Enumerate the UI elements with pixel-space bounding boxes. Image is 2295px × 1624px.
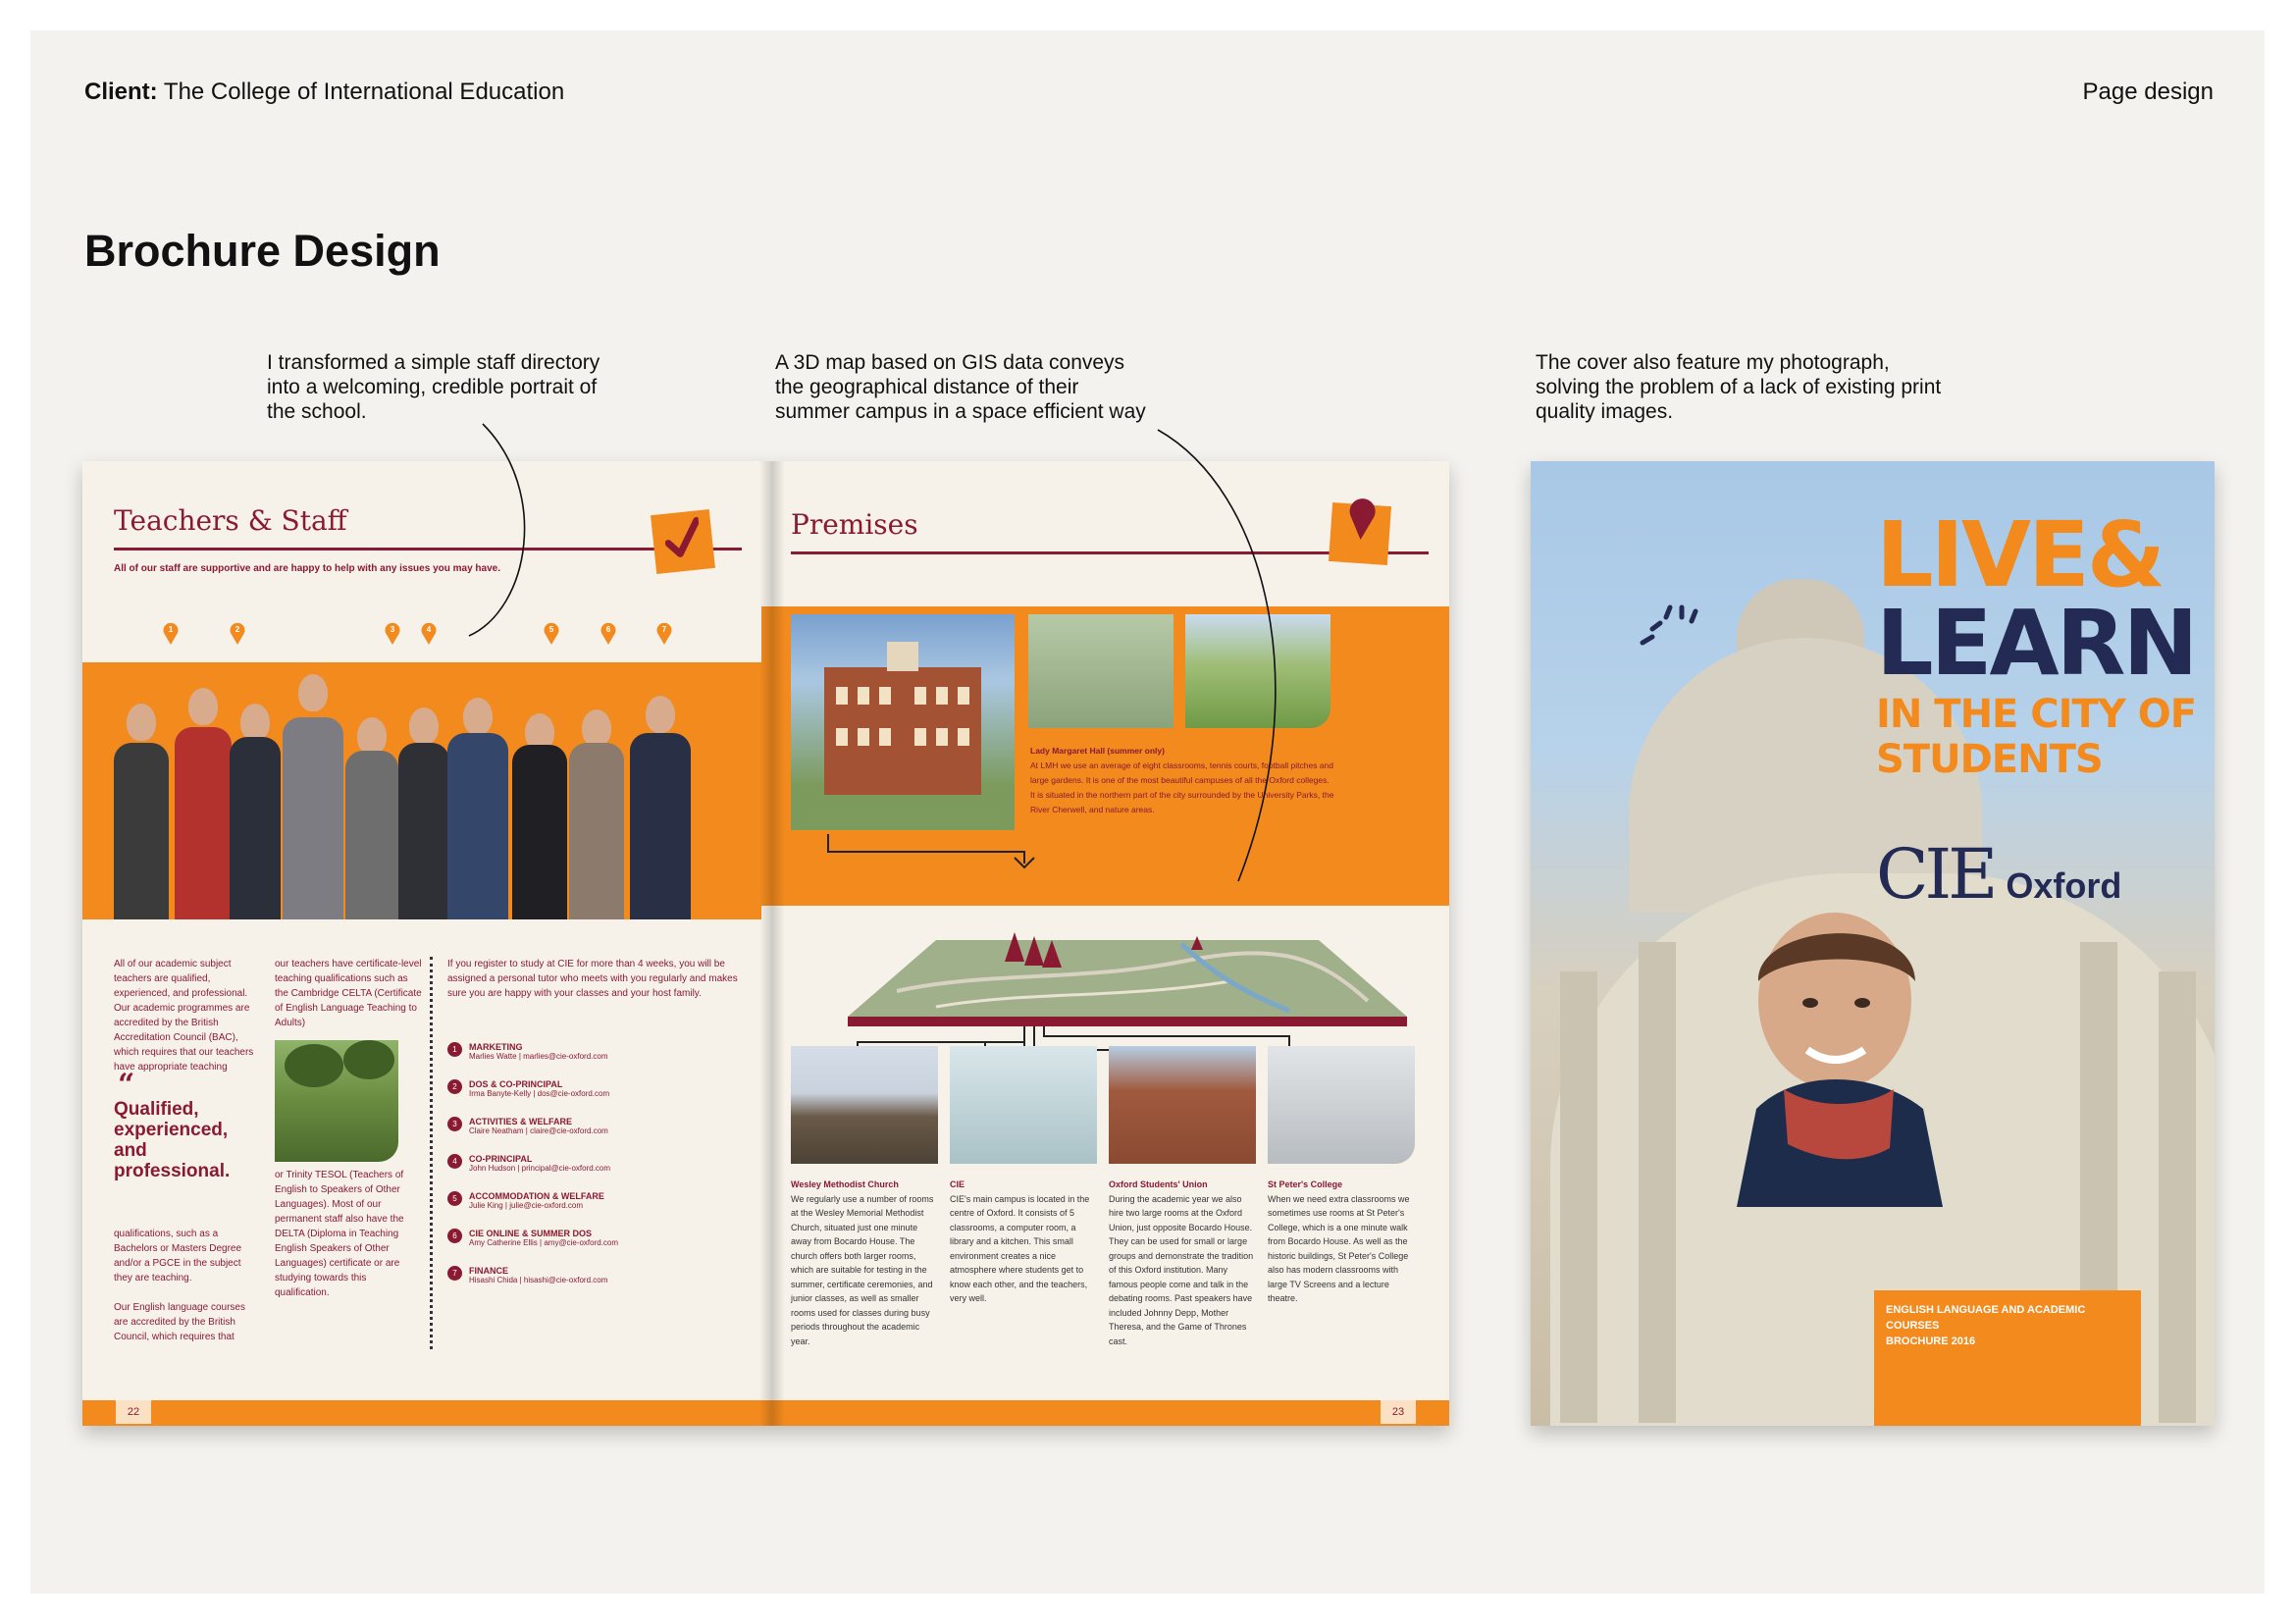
cie-campus-photo (950, 1046, 1097, 1164)
staff-marker: 4 (421, 623, 437, 645)
venue-cie: CIE CIE's main campus is located in the centre of Oxford. It consists of 5 classrooms, a computer room, a library and a kitchen. This small environment creates a nice atmosphere where students get to know each other, and the teachers, very well. (950, 1179, 1090, 1303)
staff-person (445, 680, 510, 919)
staff-marker: 6 (600, 623, 616, 645)
oxford-logo-text: Oxford (2006, 865, 2122, 906)
client-line (84, 79, 564, 106)
premises-section-title: Premises (791, 508, 918, 541)
staff-entry: 1 MARKETING Marlies Watte | marlies@cie-oxford.com (447, 1042, 742, 1079)
park-photo (275, 1040, 398, 1162)
staff-entry: 5 ACCOMMODATION & WELFARE Julie King | julie@cie-oxford.com (447, 1191, 742, 1229)
staff-entry: 2 DOS & CO-PRINCIPAL Irma Banyte-Kelly | dos@cie-oxford.com (447, 1079, 742, 1117)
staff-marker: 2 (230, 623, 245, 645)
annotation-map: A 3D map based on GIS data conveys the geographical distance of their summer campus in a space efficient way (775, 351, 1146, 423)
lmh-title: Lady Margaret Hall (summer only) (1030, 746, 1165, 756)
cover-line-city: IN THE CITY OF (1876, 692, 2197, 737)
oxford-union-photo (1109, 1046, 1256, 1164)
annotation-staff: I transformed a simple staff directory into a welcoming, credible portrait of the school. (267, 351, 600, 423)
st-peters-photo (1268, 1046, 1415, 1164)
staff-person (510, 690, 569, 919)
staff-column-3: If you register to study at CIE for more than 4 weeks, you will be assigned a personal tutor who meets with you regularly and makes sure you are happy with your classes and your host family. (447, 959, 738, 999)
staff-marker: 1 (163, 623, 179, 645)
pin-badge (1329, 502, 1391, 565)
staff-person (628, 680, 693, 919)
lmh-description (1030, 744, 1334, 817)
venue-wesley: Wesley Methodist Church We regularly use a number of rooms at the Wesley Memorial Methodist Church, situated just one minute away from Bocardo House. The church offers both larger rooms, which are suitable for testing in the summer, certificate ceremonies, and junior classes, as well as smaller rooms used for classes during busy periods throughout the academic year. (791, 1179, 934, 1346)
lmh-text: At LMH we use an average of eight classrooms, tennis courts, football pitches and large gardens. It is one of the most beautiful campuses of all the Oxford colleges. It is situated in the northern part of the city surrounded by the University Parks, the River Cherwell, and nature areas. (1030, 760, 1334, 814)
student-portrait (1697, 913, 1953, 1207)
checkmark-badge (651, 509, 715, 574)
quote-mark-icon: “ (118, 1068, 135, 1102)
staff-column-2-bottom: or Trinity TESOL (Teachers of English to Speakers of Other Languages). Most of our permanent staff also have the DELTA (Diploma in Teaching English Speakers of Other Languages) certificate or are studying towards this qualification. (275, 1170, 404, 1298)
cover-line-learn: LEARN (1876, 591, 2196, 696)
cover-line-students: STUDENTS (1876, 737, 2103, 782)
staff-entry: 6 CIE ONLINE & SUMMER DOS Amy Catherine Ellis | amy@cie-oxford.com (447, 1229, 742, 1266)
client-label: Client: (84, 79, 158, 105)
staff-person (228, 684, 283, 919)
staff-subtitle: All of our staff are supportive and are happy to help with any issues you may have. (114, 563, 500, 574)
staff-marker: 5 (544, 623, 559, 645)
staff-entry: 4 CO-PRINCIPAL John Hudson | principal@cie-oxford.com (447, 1154, 742, 1191)
annotation-cover: The cover also feature my photograph, solving the problem of a lack of existing print quality images. (1536, 351, 1942, 423)
cover-course-label: ENGLISH LANGUAGE AND ACADEMIC COURSES BROCHURE 2016 (1874, 1290, 2141, 1426)
staff-column-1-bottom: qualifications, such as a Bachelors or Masters Degree and/or a PGCE in the subject they are teaching. Our English language courses are accredited by the British Council, which requires that (114, 1229, 245, 1342)
cover-line-live: LIVE& (1876, 502, 2164, 607)
staff-person (173, 674, 234, 919)
lady-margaret-hall-photo (791, 614, 1015, 830)
venue-st-peters: St Peter's College When we need extra classrooms we sometimes use rooms at St Peter's College, which is a one minute walk from Bocardo House. As well as the historic buildings, St Peter's College also has modern classrooms with large TV Screens and a lecture theatre. (1268, 1179, 1410, 1303)
garden-photo (1185, 614, 1330, 728)
page-number-left: 22 (116, 1400, 151, 1424)
cie-logo-text: CIE (1876, 834, 1995, 915)
sparkle-icon (1639, 603, 1713, 653)
client-name: The College of International Education (163, 79, 565, 105)
brochure-cover (1531, 461, 2215, 1426)
page-title: Brochure Design (84, 226, 441, 276)
staff-person (343, 692, 400, 919)
column-divider (430, 957, 433, 1349)
pull-quote: Qualified, experienced, and professional. (114, 1099, 231, 1181)
staff-column-2: our teachers have certificate-level teaching qualifications such as the Cambridge CELTA (Certificate of English Language Teaching to Adults) (275, 959, 422, 1028)
staff-section-title: Teachers & Staff (114, 504, 347, 537)
wesley-church-photo (791, 1046, 938, 1164)
spread-gutter (759, 461, 785, 1426)
staff-marker: 3 (385, 623, 400, 645)
staff-photo-band (82, 662, 761, 919)
staff-person (396, 686, 451, 919)
staff-person (567, 688, 626, 919)
staff-directory (447, 1042, 742, 1303)
staff-title-rule (114, 548, 742, 550)
staff-person (281, 666, 345, 919)
map-pin-icon (1346, 496, 1379, 541)
staff-entry: 7 FINANCE Hisashi Chida | hisashi@cie-oxford.com (447, 1266, 742, 1303)
staff-entry: 3 ACTIVITIES & WELFARE Claire Neatham | claire@cie-oxford.com (447, 1117, 742, 1154)
staff-person (112, 684, 171, 919)
staff-column-1: All of our academic subject teachers are qualified, experienced, and professional. Our academic programmes are accredited by the British Accreditation Council (BAC), which requires that our teachers have appropriate teaching (114, 959, 254, 1073)
checkmark-icon (663, 516, 703, 563)
student-group-photo (1028, 614, 1174, 728)
staff-marker: 7 (656, 623, 672, 645)
cover-title (1876, 502, 2197, 782)
cie-oxford-logo (1876, 834, 2121, 915)
brochure-spread (82, 461, 1449, 1426)
venue-oxford-union: Oxford Students' Union During the academic year we also hire two large rooms at the Oxford Union, just opposite Bocardo House. They can be used for small or large groups and demonstrate the tradition of this Oxford institution. Many famous people come and talk in the debating rooms. Past speakers have included Johnny Depp, Mother Theresa, and the Game of Thrones cast. (1109, 1179, 1254, 1346)
page-number-right: 23 (1381, 1400, 1416, 1424)
page-type: Page design (2082, 79, 2214, 105)
